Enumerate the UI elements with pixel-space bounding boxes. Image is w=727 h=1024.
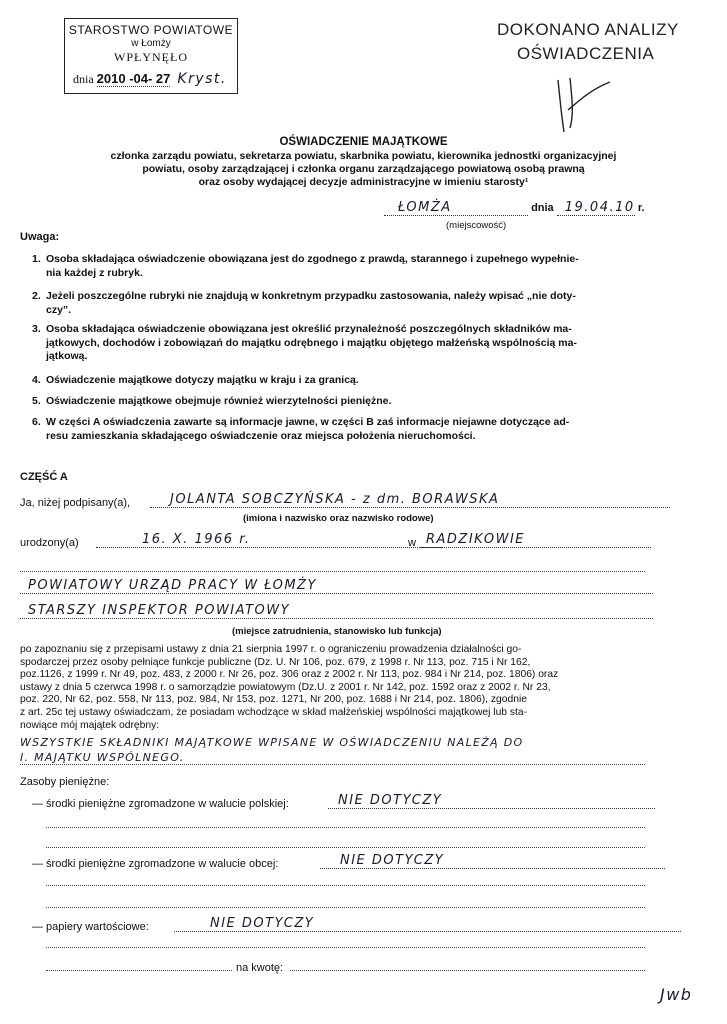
zasoby-heading: Zasoby pieniężne:: [20, 776, 110, 788]
analysis-stamp-line1: DOKONANO ANALIZY: [497, 20, 679, 39]
subtitle-line-2: powiatu, osoby zarządzającej i członka organu zarządzającego powiatową osobą prawną: [142, 163, 585, 175]
law-paragraph: po zapoznaniu się z przepisami ustawy z dnia 21 sierpnia 1997 r. o ograniczeniu prowadzenia działalności go- spodarczej przez osoby pełniące funkcje publiczne (Dz. U. Nr 106, poz. 679, z 1998 r. Nr 113, poz. 715 i Nr 162, poz.1126, z 1999 r. Nr 49, poz. 483, z 2000 r. Nr 26, poz. 306 oraz z 2002 r. Nr 113, poz. 984 i Nr 214, poz. 1806) oraz ustawy z dnia 5 czerwca 1998 r. o samorządzie powiatowym (Dz.U. z 2001 r. Nr 142, poz. 1592 oraz z 2002 r. Nr 23, poz. 220, Nr 62, poz. 558, Nr 113, poz. 984, Nr 153, poz. 1271, Nr 200, poz. 1688 i Nr 214, poz. 1806), zgodnie z art. 25c tej ustawy oświadczam, że posiadam wchodzące w skład małżeńskiej wspólności majątkowej lub sta- nowiące mój majątek odrębny:: [20, 644, 559, 731]
securities-value: NIE DOTYCZY: [174, 916, 681, 932]
born-date: 16. X. 1966 r.: [96, 532, 442, 548]
page-initials: Jwb: [660, 985, 693, 1004]
note-1: 1. Osoba składająca oświadczenie obowiązana jest do zgodnego z prawdą, starannego i zupełnego wypełnie- nia każdej z rubryk.: [32, 253, 579, 279]
blank-line: [20, 764, 645, 765]
foreign-label: — środki pieniężne zgromadzone w walucie obcej:: [32, 858, 279, 870]
stamp-city: w Łomży: [131, 38, 171, 49]
registration-stamp: [64, 18, 238, 94]
reviewer-signature-icon: [540, 70, 620, 140]
position-value: STARSZY INSPEKTOR POWIATOWY: [20, 603, 653, 619]
date-suffix: r.: [637, 202, 645, 214]
name-caption: (imiona i nazwisko oraz nazwisko rodowe): [243, 513, 434, 524]
property-note-2: I. MAJĄTKU WSPÓLNEGO.: [20, 751, 185, 764]
name-value: JOLANTA SOBCZYŃSKA - z dm. BORAWSKA: [150, 492, 670, 508]
born-in-label: w: [408, 537, 416, 549]
employer-value: POWIATOWY URZĄD PRACY W ŁOMŻY: [20, 578, 653, 594]
place-value: ŁOMŻA: [384, 200, 528, 216]
blank-line: [20, 571, 645, 572]
stamp-date-row: [73, 71, 227, 87]
blank-line: [46, 827, 645, 828]
blank-line: [46, 947, 645, 948]
place-caption: (miejscowość): [446, 220, 507, 231]
note-5: 5. Oświadczenie majątkowe obejmuje również wierzytelności pieniężne.: [32, 395, 392, 407]
subtitle-line-3: oraz osoby wydającej decyzje administracyjne w imieniu starosty¹: [198, 176, 529, 188]
page-title: OŚWIADCZENIE MAJĄTKOWE: [279, 136, 448, 148]
subtitle-line-1: członka zarządu powiatu, sekretarza powiatu, skarbnika powiatu, kierownika jednostki organizacyjnej: [110, 150, 617, 162]
born-label: urodzony(a): [20, 537, 79, 549]
foreign-value: NIE DOTYCZY: [320, 853, 665, 869]
stamp-date-value: 2010 -04- 27: [96, 71, 171, 86]
blank-line: [46, 970, 232, 971]
property-note-1: WSZYSTKIE SKŁADNIKI MAJĄTKOWE WPISANE W OŚWIADCZENIU NALEŻĄ DO: [20, 736, 524, 749]
securities-label: — papiery wartościowe:: [32, 921, 149, 933]
born-place: RADZIKOWIE: [420, 532, 651, 548]
stamp-received: WPŁYNĘŁO: [114, 50, 188, 64]
stamp-date-label: dnia: [73, 72, 94, 86]
date-label: dnia: [531, 202, 554, 214]
blank-line: [46, 847, 645, 848]
note-6: 6. W części A oświadczenia zawarte są informacje jawne, w części B zaś informacje niejawne dotyczące ad- resu zamieszkania składającego oświadczenie oraz miejsca położenia nieruchomości.: [32, 416, 570, 442]
blank-line: [290, 970, 645, 971]
blank-line: [46, 907, 645, 908]
blank-line: [46, 885, 645, 886]
place-date-row: [384, 200, 684, 216]
stamp-office: STAROSTWO POWIATOWE: [68, 23, 234, 37]
pln-label: — środki pieniężne zgromadzone w walucie polskiej:: [32, 798, 289, 810]
part-a-heading: CZĘŚĆ A: [20, 471, 68, 483]
note-2: 2. Jeżeli poszczególne rubryki nie znajdują w konkretnym przypadku zastosowania, należy wpisać „nie doty- czy”.: [32, 290, 576, 316]
employment-caption: (miejsce zatrudnienia, stanowisko lub funkcja): [232, 626, 442, 637]
pln-value: NIE DOTYCZY: [328, 793, 655, 809]
stamp-signature: Kryst.: [177, 71, 227, 87]
note-3: 3. Osoba składająca oświadczenie obowiązana jest określić przynależność poszczególnych składników ma- jątkowych, dochodów i zobowiązań do majątku odrębnego i majątku objętego małżeńską wspólnością ma- jątkową.: [32, 323, 577, 362]
note-4: 4. Oświadczenie majątkowe dotyczy majątku w kraju i za granicą.: [32, 374, 359, 386]
analysis-stamp-line2: OŚWIADCZENIA: [517, 44, 655, 63]
amount-label: na kwotę:: [236, 962, 284, 974]
name-label: Ja, niżej podpisany(a),: [20, 497, 131, 509]
uwaga-label: Uwaga:: [20, 231, 60, 243]
date-value: 19.04.10: [557, 200, 635, 216]
